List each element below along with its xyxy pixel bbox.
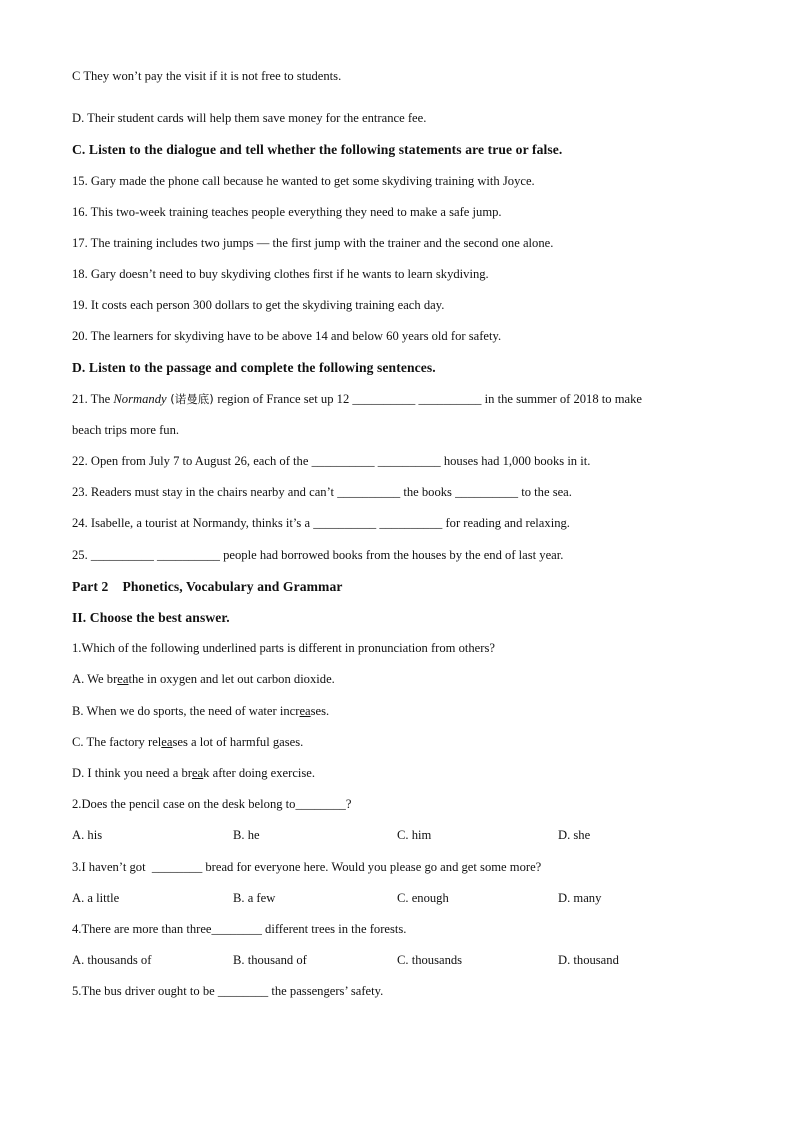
question-1-option-b [72,703,329,719]
question-2-option-b: B. he [233,828,260,842]
statement-20: 20. The learners for skydiving have to be above 14 and below 60 years old for safety. [72,329,502,343]
question-1-stem: 1.Which of the following underlined parts is different in pronunciation from others? [72,641,495,655]
normandy-word: Normandy [113,392,167,406]
sentence-21-pre: 21. The [72,392,114,406]
part-2-heading: Part 2 Phonetics, Vocabulary and Grammar [72,579,343,594]
sentence-25: 25. __________ __________ people had borrowed books from the houses by the end of last year. [72,548,564,562]
sentence-22: 22. Open from July 7 to August 26, each of the __________ __________ houses had 1,000 books in it. [72,454,591,468]
option-c-post: ses a lot of harmful gases. [172,735,304,749]
question-3-option-b: B. a few [233,891,276,905]
question-4-stem: 4.There are more than three________ different trees in the forests. [72,922,407,936]
question-2-option-c: C. him [397,828,432,842]
statement-19: 19. It costs each person 300 dollars to get the skydiving training each day. [72,298,445,312]
statement-15: 15. Gary made the phone call because he wanted to get some skydiving training with Joyce. [72,174,535,188]
question-4-option-b: B. thousand of [233,953,307,967]
statement-18: 18. Gary doesn’t need to buy skydiving clothes first if he wants to learn skydiving. [72,267,489,281]
statement-17: 17. The training includes two jumps — the first jump with the trainer and the second one alone. [72,236,554,250]
question-5-stem: 5.The bus driver ought to be ________ the passengers’ safety. [72,984,384,998]
option-b-post: ses. [310,704,330,718]
option-c-pre: C. The factory rel [72,735,162,749]
prev-option-d: D. Their student cards will help them save money for the entrance fee. [72,111,427,125]
option-d-post: k after doing exercise. [203,766,316,780]
section-d-heading: D. Listen to the passage and complete the following sentences. [72,360,436,375]
option-b-underlined: ea [299,704,311,718]
prev-option-c: C They won’t pay the visit if it is not free to students. [72,69,342,83]
sentence-21-continued: beach trips more fun. [72,423,180,437]
normandy-chinese: (诺曼底) [166,392,218,406]
question-3-option-c: C. enough [397,891,449,905]
section-c-heading: C. Listen to the dialogue and tell whether the following statements are true or false. [72,142,563,157]
question-3-option-d: D. many [558,891,602,905]
question-4-option-c: C. thousands [397,953,463,967]
question-1-option-a [72,671,335,687]
option-d-underlined: ea [191,766,204,780]
question-4-option-a: A. thousands of [72,953,152,967]
option-c-underlined: ea [161,735,173,749]
question-3-option-a: A. a little [72,891,120,905]
option-a-underlined: ea [117,672,129,686]
sentence-24: 24. Isabelle, a tourist at Normandy, thinks it’s a __________ __________ for reading and relaxing. [72,516,570,530]
option-d-pre: D. I think you need a br [72,766,192,780]
sentence-21 [72,391,642,407]
option-a-pre: A. We br [72,672,118,686]
question-3-stem: 3.I haven’t got ________ bread for everyone here. Would you please go and get some more? [72,860,542,874]
option-b-pre: B. When we do sports, the need of water incr [72,704,300,718]
question-1-option-c [72,734,303,750]
question-2-option-d: D. she [558,828,591,842]
option-a-post: the in oxygen and let out carbon dioxide. [128,672,335,686]
question-2-stem: 2.Does the pencil case on the desk belong to________? [72,797,352,811]
question-1-option-d [72,765,315,781]
question-2-option-a: A. his [72,828,103,842]
section-ii-heading: II. Choose the best answer. [72,610,230,625]
sentence-21-post: region of France set up 12 __________ __________ in the summer of 2018 to make [217,392,643,406]
statement-16: 16. This two-week training teaches people everything they need to make a safe jump. [72,205,502,219]
question-4-option-d: D. thousand [558,953,619,967]
sentence-23: 23. Readers must stay in the chairs nearby and can’t __________ the books __________ to the sea. [72,485,572,499]
